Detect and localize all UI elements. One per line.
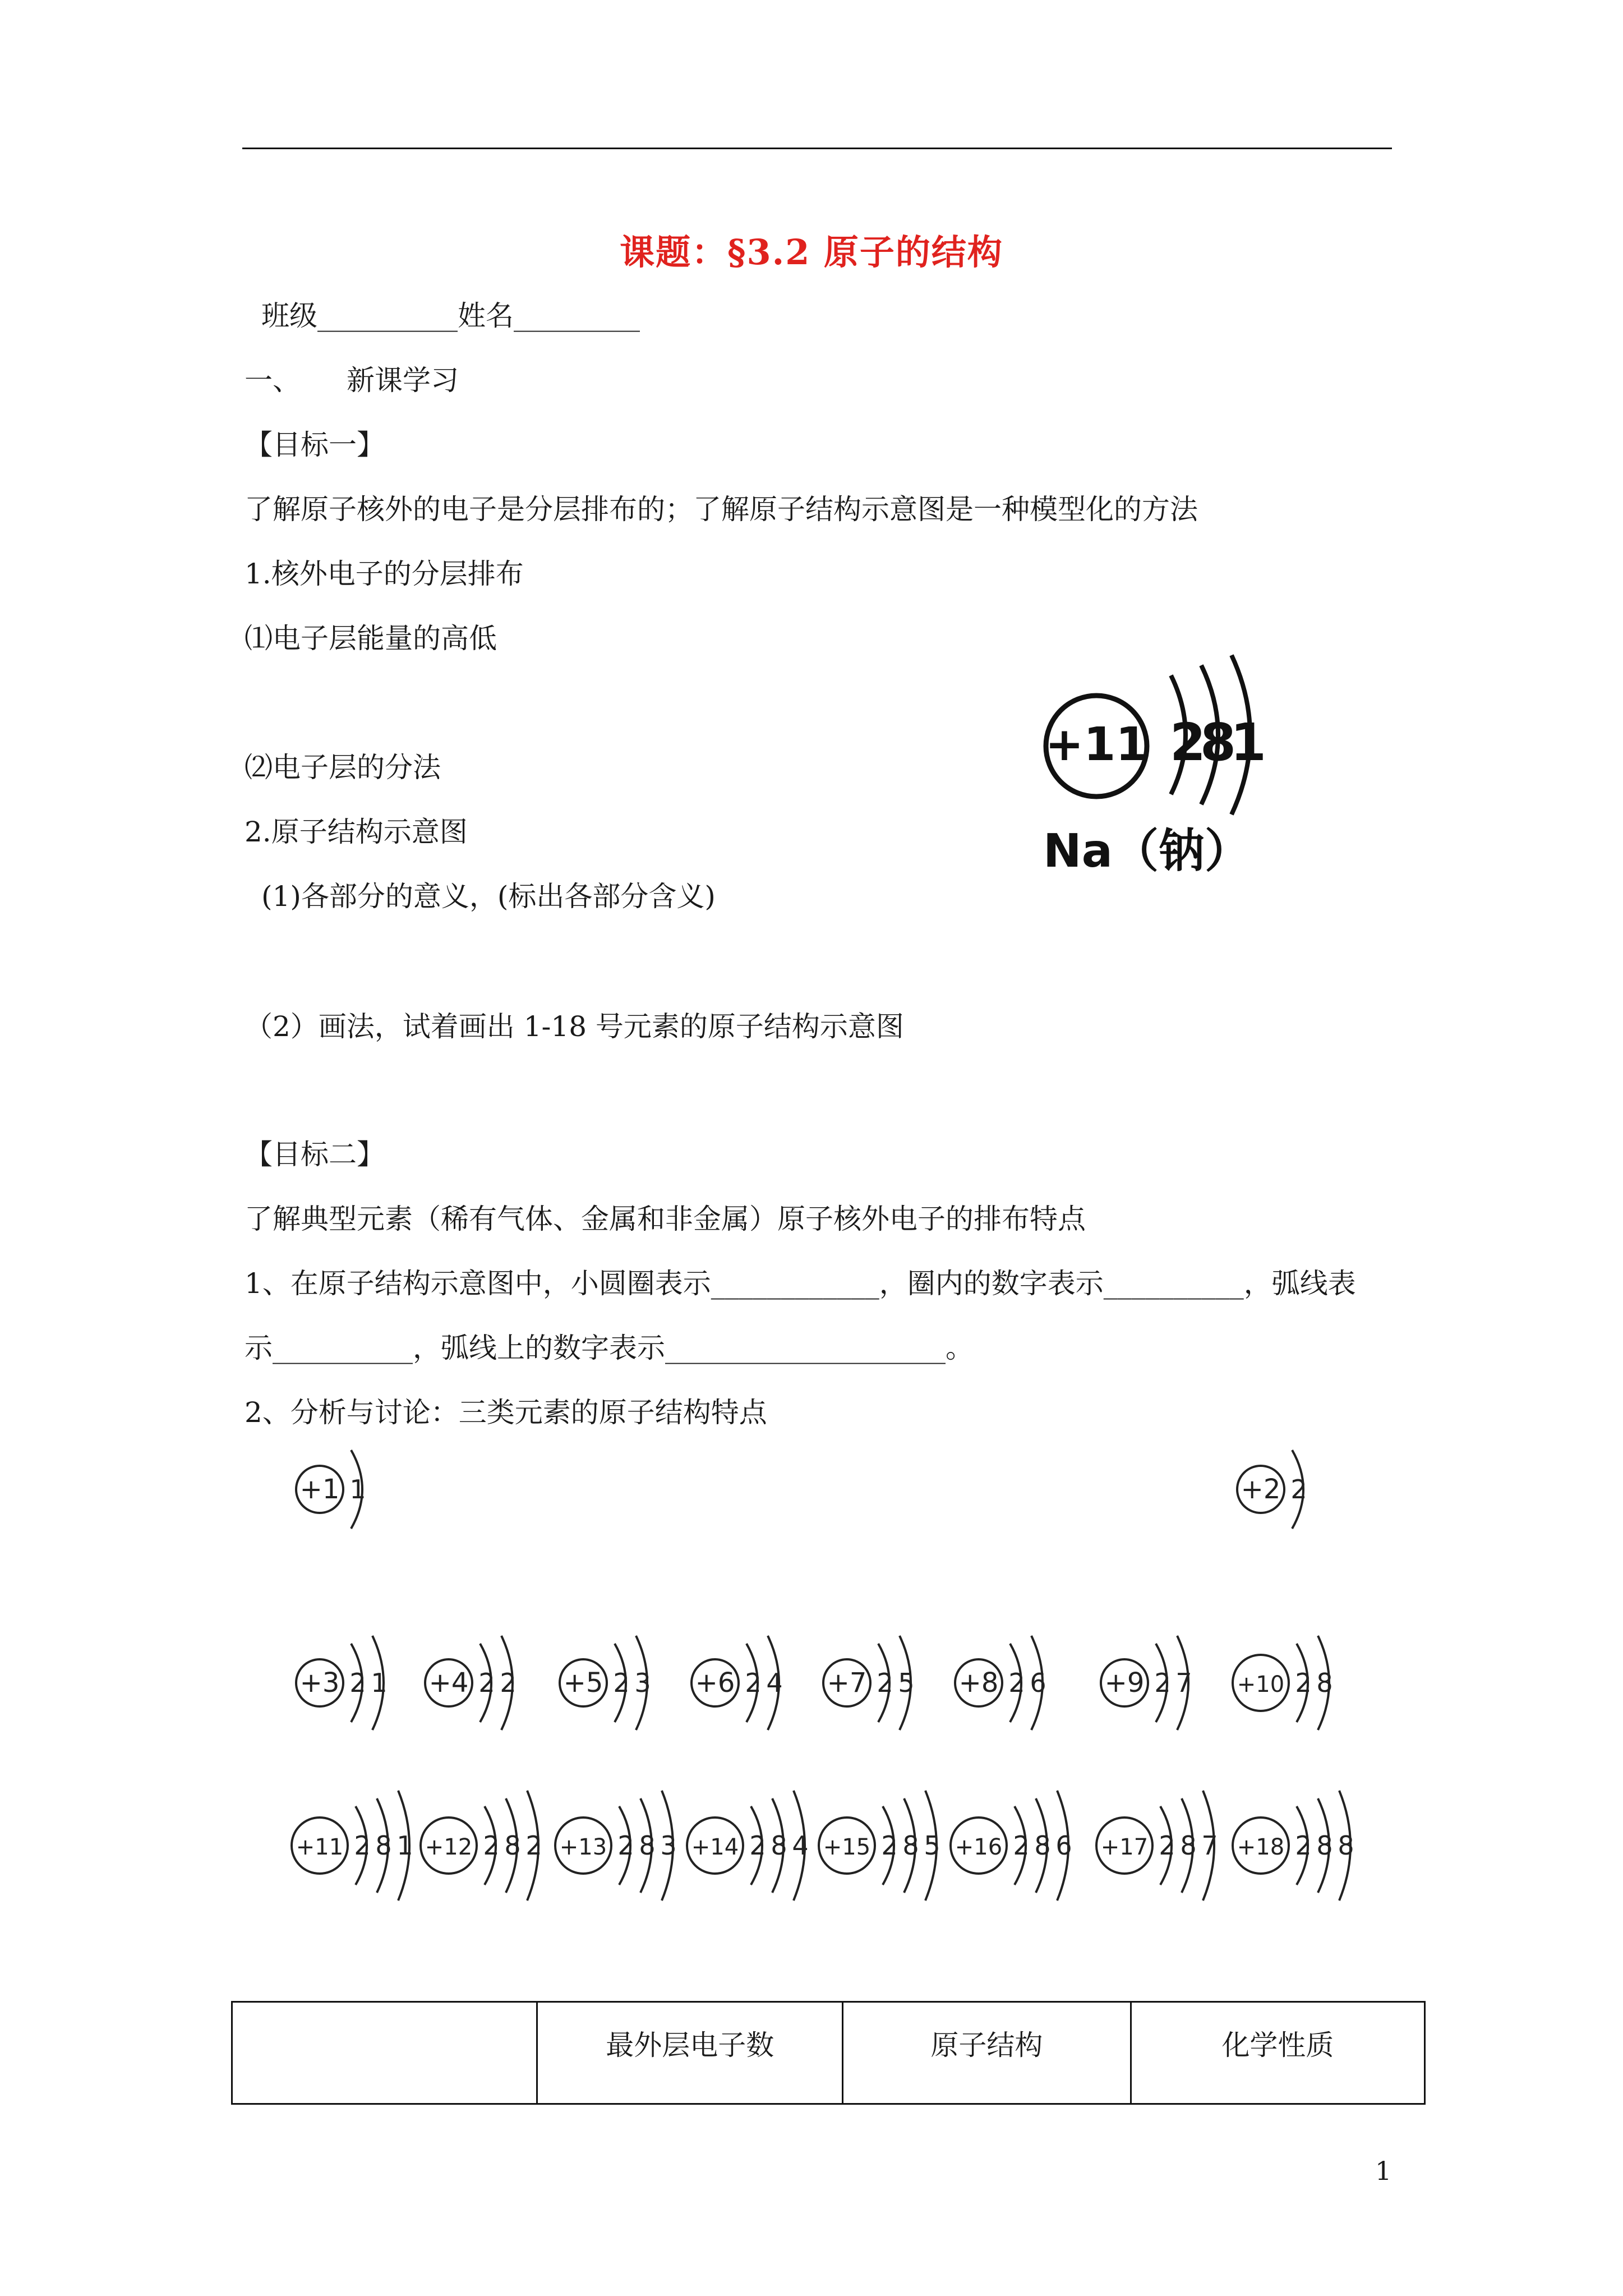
class-name-line: 班级__________姓名_________ <box>261 300 640 332</box>
question1-line1: 1、在原子结构示意图中，小圆圈表示____________，圈内的数字表示__________，弧线表 <box>245 1267 1356 1300</box>
goal1-item1: 1.核外电子的分层排布 <box>245 558 524 590</box>
shell-electron-count: 2 <box>881 1830 898 1861</box>
shell-electron-count: 8 <box>1338 1830 1354 1861</box>
shell-electron-count: 4 <box>766 1668 783 1698</box>
shell-electron-count: 7 <box>1201 1830 1218 1861</box>
goal1-heading: 【目标一】 <box>245 429 385 461</box>
shell-electron-count: 2 <box>613 1668 630 1698</box>
table-header-atomic-structure: 原子结构 <box>842 2002 1131 2104</box>
shell-electron-count: 6 <box>1030 1668 1046 1698</box>
shell-electron-count: 6 <box>1055 1830 1072 1861</box>
nucleus-charge-label: +13 <box>559 1834 607 1860</box>
shell-electron-count: 3 <box>634 1668 651 1698</box>
nucleus-charge-label: +14 <box>691 1834 739 1860</box>
na-shell-1: 2 <box>1169 712 1206 772</box>
goal1-item2: 2.原子结构示意图 <box>245 816 468 848</box>
shell-electron-count: 2 <box>617 1830 634 1861</box>
shell-electron-count: 2 <box>745 1668 762 1698</box>
shell-electron-count: 8 <box>504 1830 521 1861</box>
nucleus-charge-label: +3 <box>299 1667 340 1699</box>
header-rule <box>242 148 1392 149</box>
nucleus-charge-label: +12 <box>425 1834 473 1860</box>
shell-electron-count: 2 <box>500 1668 517 1698</box>
shell-electron-count: 2 <box>525 1830 542 1861</box>
atom-diagram <box>286 1778 432 1913</box>
table-header-row <box>232 2002 1425 2104</box>
shell-electron-count: 7 <box>1175 1668 1192 1698</box>
table-header-chemical-properties: 化学性质 <box>1131 2002 1424 2104</box>
shell-electron-count: 3 <box>660 1830 677 1861</box>
page-title: 课题：§3.2 原子的结构 <box>620 232 1003 273</box>
shell-electron-count: 2 <box>354 1830 371 1861</box>
shell-electron-count: 8 <box>639 1830 656 1861</box>
shell-electron-count: 2 <box>1295 1830 1312 1861</box>
section-title: 新课学习 <box>347 364 459 397</box>
nucleus-charge-label: +18 <box>1237 1834 1285 1860</box>
nucleus-charge-label: +5 <box>563 1667 603 1699</box>
shell-electron-count: 2 <box>749 1830 766 1861</box>
atom-diagram <box>1227 1616 1373 1750</box>
goal1-sub3: (1)各部分的意义，(标出各部分含义) <box>261 880 716 913</box>
comparison-table <box>231 2001 1426 2105</box>
na-shell-3: 1 <box>1230 712 1267 772</box>
shell-electron-count: 2 <box>1013 1830 1030 1861</box>
nucleus-charge-label: +1 <box>299 1474 340 1505</box>
nucleus-charge-label: +15 <box>823 1834 871 1860</box>
atom-diagram <box>286 1616 432 1750</box>
atom-diagram <box>945 1778 1091 1913</box>
nucleus-charge-label: +8 <box>958 1667 999 1699</box>
atom-diagram <box>681 1778 827 1913</box>
atom-diagram <box>813 1616 959 1750</box>
question2: 2、分析与讨论：三类元素的原子结构特点 <box>245 1396 767 1429</box>
goal1-sub1: ⑴电子层能量的高低 <box>245 622 497 655</box>
shell-electron-count: 8 <box>1034 1830 1051 1861</box>
shell-electron-count: 8 <box>771 1830 787 1861</box>
shell-electron-count: 5 <box>898 1668 915 1698</box>
atom-diagram <box>415 1616 561 1750</box>
shell-electron-count: 2 <box>478 1668 495 1698</box>
shell-electron-count: 2 <box>877 1668 893 1698</box>
atom-diagram <box>550 1616 695 1750</box>
table-header-outer-electrons: 最外层电子数 <box>537 2002 842 2104</box>
nucleus-charge-label: +10 <box>1237 1672 1285 1697</box>
atom-diagram <box>550 1778 695 1913</box>
nucleus-charge-label: +16 <box>955 1834 1003 1860</box>
na-nucleus-label: +11 <box>1045 718 1148 771</box>
goal1-sub2: ⑵电子层的分法 <box>245 751 441 784</box>
na-shell-2: 8 <box>1200 712 1237 772</box>
shell-electron-count: 5 <box>924 1830 940 1861</box>
shell-electron-count: 8 <box>375 1830 392 1861</box>
atom-diagram <box>1227 1422 1373 1557</box>
nucleus-charge-label: +2 <box>1241 1474 1281 1505</box>
shell-electron-count: 2 <box>349 1668 366 1698</box>
nucleus-charge-label: +7 <box>827 1667 867 1699</box>
atom-diagram <box>1227 1778 1373 1913</box>
atom-diagram <box>286 1422 432 1557</box>
section-number: 一、 <box>245 364 301 397</box>
na-caption: Na（钠） <box>1043 825 1251 878</box>
atom-diagram <box>1091 1616 1237 1750</box>
goal2-description: 了解典型元素（稀有气体、金属和非金属）原子核外电子的排布特点 <box>245 1203 1086 1235</box>
shell-electron-count: 1 <box>349 1474 366 1504</box>
nucleus-charge-label: +6 <box>695 1667 735 1699</box>
shell-electron-count: 8 <box>1180 1830 1197 1861</box>
shell-electron-count: 1 <box>396 1830 413 1861</box>
goal1-sub4: （2）画法，试着画出 1-18 号元素的原子结构示意图 <box>245 1010 904 1043</box>
shell-electron-count: 2 <box>483 1830 500 1861</box>
atom-diagram <box>681 1616 827 1750</box>
page-number: 1 <box>1375 2156 1392 2186</box>
nucleus-charge-label: +17 <box>1100 1834 1149 1860</box>
shell-electron-count: 8 <box>1316 1830 1333 1861</box>
atom-diagram <box>813 1778 959 1913</box>
shell-electron-count: 4 <box>792 1830 809 1861</box>
na-atom-diagram <box>1032 645 1290 881</box>
shell-electron-count: 8 <box>1316 1668 1333 1698</box>
question1-line2: 示__________，弧线上的数字表示____________________。 <box>245 1332 974 1364</box>
goal2-heading: 【目标二】 <box>245 1138 385 1171</box>
shell-electron-count: 2 <box>1008 1668 1025 1698</box>
atom-diagram <box>415 1778 561 1913</box>
nucleus-charge-label: +9 <box>1104 1667 1145 1699</box>
shell-electron-count: 1 <box>371 1668 388 1698</box>
nucleus-charge-label: +11 <box>296 1834 344 1860</box>
shell-electron-count: 8 <box>902 1830 919 1861</box>
table-header-cell-empty <box>232 2002 537 2104</box>
shell-electron-count: 2 <box>1159 1830 1175 1861</box>
shell-electron-count: 2 <box>1154 1668 1171 1698</box>
shell-electron-count: 2 <box>1295 1668 1312 1698</box>
shell-electron-count: 2 <box>1290 1474 1307 1504</box>
goal1-description: 了解原子核外的电子是分层排布的；了解原子结构示意图是一种模型化的方法 <box>245 493 1198 526</box>
atom-diagram <box>945 1616 1091 1750</box>
nucleus-charge-label: +4 <box>428 1667 469 1699</box>
atom-diagram <box>1091 1778 1237 1913</box>
